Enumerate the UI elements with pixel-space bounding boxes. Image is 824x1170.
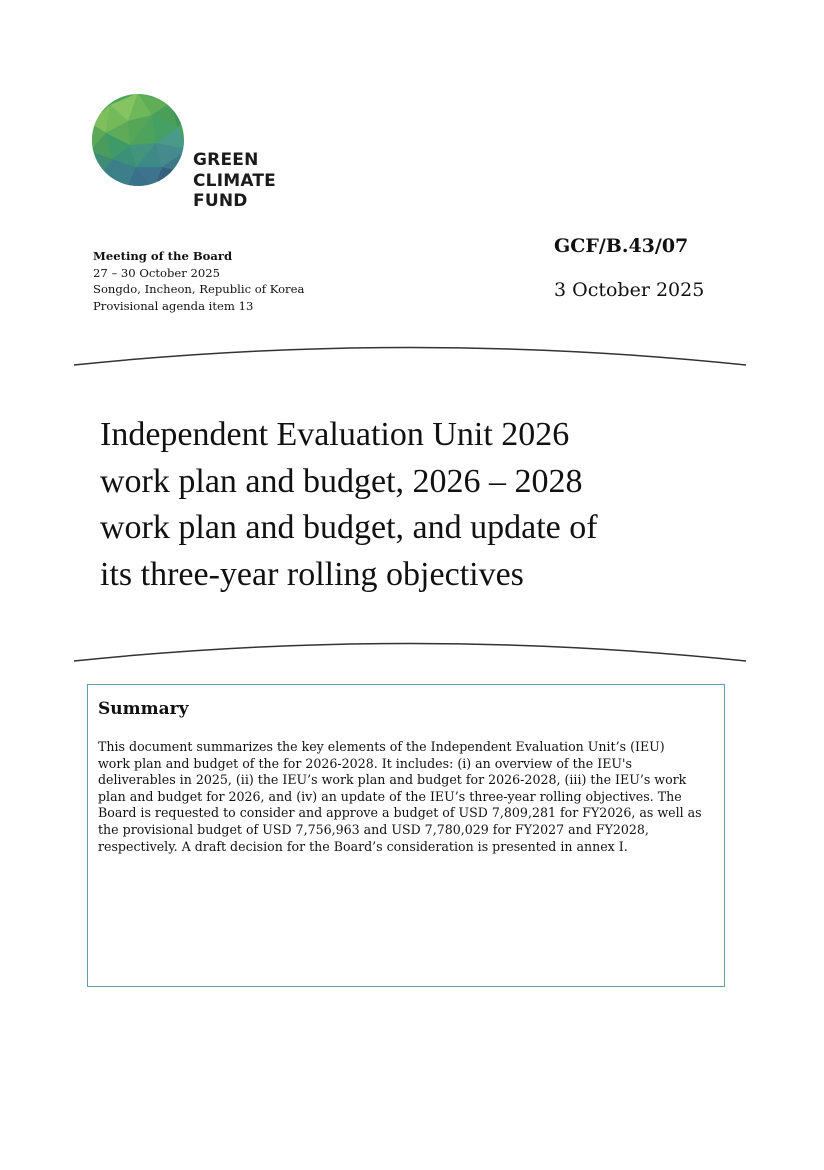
- logo-line: GREEN: [193, 150, 259, 170]
- meeting-dates: 27 – 30 October 2025: [93, 265, 221, 280]
- document-date: 3 October 2025: [554, 279, 705, 301]
- summary-heading: Summary: [98, 699, 189, 719]
- summary-line: Board is requested to consider and approve a budget of USD 7,809,281 for FY2026, as well as: [98, 805, 702, 821]
- summary-text: [98, 739, 723, 855]
- logo-line: FUND: [193, 191, 248, 211]
- meeting-location: Songdo, Incheon, Republic of Korea: [93, 282, 305, 297]
- title-line: work plan and budget, 2026 – 2028: [100, 462, 583, 500]
- summary-line: plan and budget for 2026, and (iv) an update of the IEU’s three-year rolling objectives. The: [98, 788, 682, 804]
- title-line: its three-year rolling objectives: [100, 555, 524, 593]
- meeting-info: [93, 248, 304, 314]
- logo-line: CLIMATE: [193, 170, 276, 191]
- curved-divider-top: [0, 340, 824, 380]
- curved-divider-bottom: [0, 636, 824, 676]
- document-reference: GCF/B.43/07: [554, 235, 689, 257]
- title-line: Independent Evaluation Unit 2026: [100, 416, 570, 453]
- summary-line: the provisional budget of USD 7,756,963 and USD 7,780,029 for FY2027 and FY2028,: [98, 821, 649, 837]
- summary-line: respectively. A draft decision for the Board’s consideration is presented in annex I.: [98, 838, 628, 854]
- summary-line: work plan and budget of the for 2026-2028. It includes: (i) an overview of the IEU's: [98, 755, 632, 771]
- geodesic-globe-icon: [90, 93, 188, 189]
- summary-line: This document summarizes the key elements of the Independent Evaluation Unit’s (IEU): [98, 739, 665, 754]
- meeting-heading: Meeting of the Board: [93, 249, 233, 263]
- document-title: [100, 412, 750, 598]
- meeting-agenda: Provisional agenda item 13: [93, 298, 254, 313]
- title-line: work plan and budget, and update of: [100, 509, 598, 546]
- summary-line: deliverables in 2025, (ii) the IEU’s work plan and budget for 2026-2028, (iii) the IEU’s work: [98, 772, 687, 788]
- logo-wordmark: [193, 150, 276, 212]
